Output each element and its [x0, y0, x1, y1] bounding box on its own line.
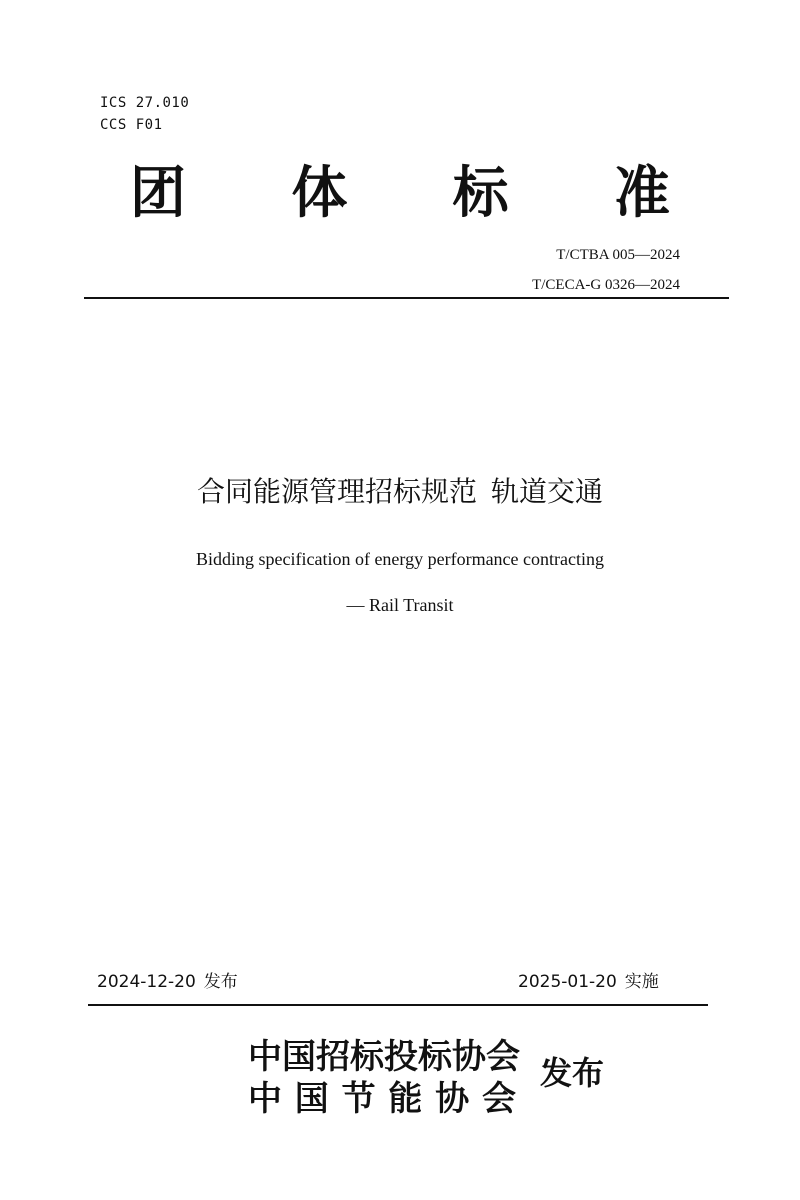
standard-numbers	[480, 240, 680, 300]
issuer-ceca-char: 中	[248, 1079, 282, 1119]
issue-date-line	[97, 970, 238, 994]
implement-label: 实施	[624, 972, 659, 992]
subtitle-english: — Rail Transit	[346, 595, 454, 615]
standard-type-char: 标	[452, 161, 509, 226]
bottom-divider	[88, 1004, 708, 1006]
issuer-ceca-char: 会	[481, 1079, 516, 1119]
top-divider	[84, 297, 729, 299]
publish-label: 发布	[540, 1054, 605, 1092]
issue-label: 发布	[203, 972, 238, 992]
issuer-ceca-char: 国	[294, 1079, 329, 1119]
issuing-organizations	[248, 1036, 520, 1120]
title-chinese-sub: 轨道交通	[491, 475, 604, 508]
title-english: Bidding specification of energy performance contracting	[195, 549, 604, 569]
title-chinese	[0, 472, 800, 512]
standard-type-char: 体	[291, 161, 348, 226]
ccs-code: CCS F01	[100, 117, 163, 133]
issuer-ceca-char: 能	[388, 1079, 423, 1119]
standard-type-char: 准	[613, 161, 670, 226]
issuer-ceca	[248, 1078, 516, 1120]
implement-date-line	[518, 970, 659, 994]
standard-number-ctba: T/CTBA 005—2024	[556, 247, 680, 263]
classification-codes	[100, 92, 189, 136]
ics-code: ICS 27.010	[100, 95, 190, 111]
issuer-ceca-char: 节	[341, 1079, 376, 1119]
standard-type-heading	[130, 158, 670, 230]
standard-number-ceca: T/CECA-G 0326—2024	[532, 277, 680, 293]
issuer-ctba: 中国招标投标协会	[248, 1037, 520, 1077]
implement-date: 2025-01-20	[518, 972, 617, 992]
standard-type-char: 团	[130, 161, 186, 226]
title-chinese-main: 合同能源管理招标规范	[196, 475, 477, 508]
issuer-ceca-char: 协	[435, 1079, 470, 1119]
issue-date: 2024-12-20	[97, 972, 196, 992]
